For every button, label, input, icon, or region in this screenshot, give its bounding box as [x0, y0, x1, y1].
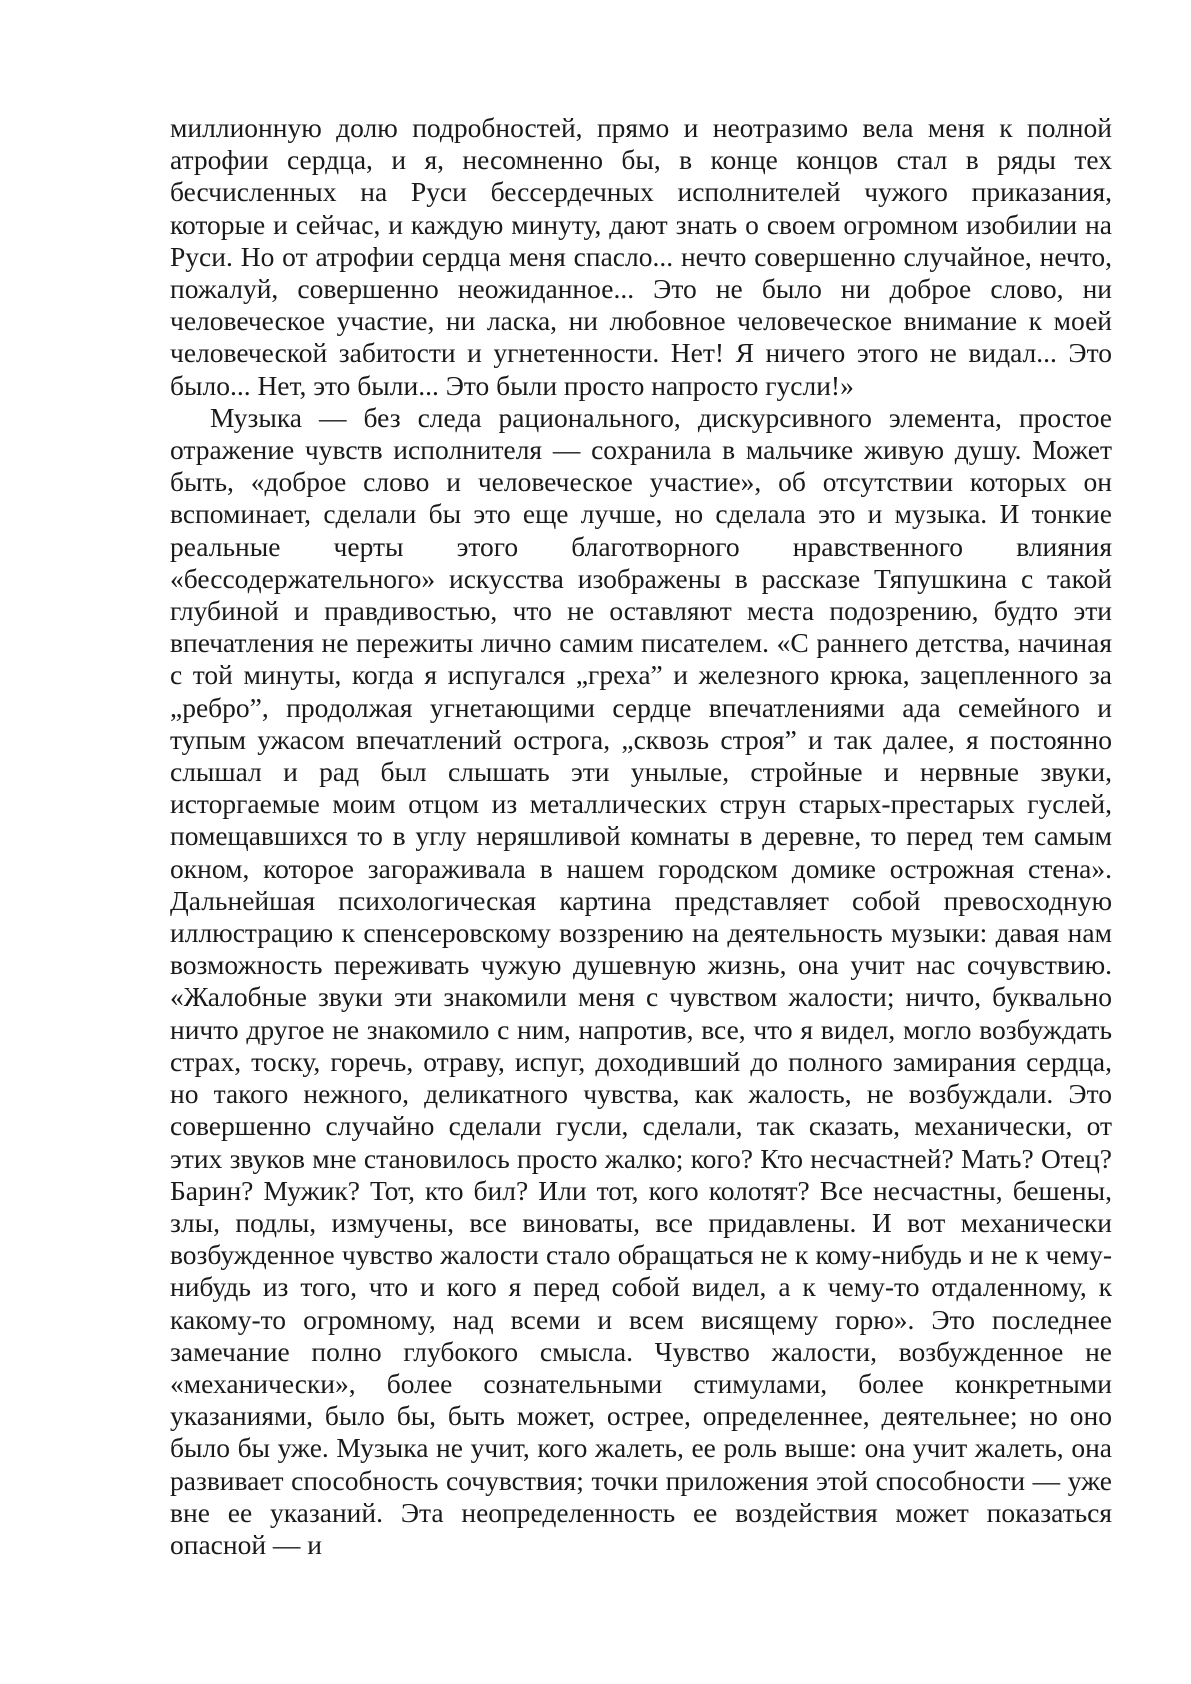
paragraph-music: Музыка — без следа рационального, дискурсивного элемента, простое отражение чувств исполнителя — сохранила в мальчике живую душу. Может быть, «доброе слово и человеческое участие», об отсутствии которых он вспоминает, сделали бы это еще лучше, но сделала это и музыка. И тонкие реальные черты этого благотворного нравственного влияния «бессодержательного» искусства изображены в рассказе Тяпушкина с такой глубиной и правдивостью, что не оставляют места подозрению, будто эти впечатления не пережиты лично самим писателем. «С раннего детства, начиная с той минуты, когда я испугался „греха” и железного крюка, зацепленного за „ребро”, продолжая угнетающими сердце впечатлениями ада семейного и тупым ужасом впечатлений острога, „сквозь строя” и так далее, я постоянно слышал и рад был слышать эти унылые, стройные и нервные звуки, исторгаемые моим отцом из металлических струн старых-престарых гуслей, помещавшихся то в углу неряшливой комнаты в деревне, то перед тем самым окном, которое загораживала в нашем городском домике острожная стена». Дальнейшая психологическая картина представляет собой превосходную иллюстрацию к спенсеровскому воззрению на деятельность музыки: давая нам возможность переживать чужую душевную жизнь, она учит нас сочувствию. «Жалобные звуки эти знакомили меня с чувством жалости; ничто, буквально ничто другое не знакомило с ним, напротив, все, что я видел, могло возбуждать страх, тоску, горечь, отраву, испуг, доходивший до полного замирания сердца, но такого нежного, деликатного чувства, как жалость, не возбуждали. Это совершенно случайно сделали гусли, сделали, так сказать, механически, от этих звуков мне становилось просто жалко; кого? Кто несчастней? Мать? Отец? Барин? Мужик? Тот, кто бил? Или тот, кого колотят? Все несчастны, бешены, злы, подлы, измучены, все виноваты, все придавлены. И вот механически возбужденное чувство жалости стало обращаться не к кому-нибудь и не к чему-нибудь из того, что и кого я перед собой видел, а к чему-то отдаленному, к какому-то огромному, над всеми и всем висящему горю». Это последнее замечание полно глубокого смысла. Чувство жалости, возбужденное не «механически», более сознательными стимулами, более конкретными указаниями, было бы, быть может, острее, определеннее, деятельнее; но оно было бы уже. Музыка не учит, кого жалеть, ее роль выше: она учит жалеть, она развивает способность сочувствия; точки приложения этой способности — уже вне ее указаний. Эта неопределенность ее воздействия может показаться опасной — и [170, 401, 1112, 1560]
document-text-body [170, 112, 1112, 1561]
paragraph-continuation: миллионную долю подробностей, прямо и неотразимо вела меня к полной атрофии сердца, и я, несомненно бы, в конце концов стал в ряды тех бесчисленных на Руси бессердечных исполнителей чужого приказания, которые и сейчас, и каждую минуту, дают знать о своем огромном изобилии на Руси. Но от атрофии сердца меня спасло... нечто совершенно случайное, нечто, пожалуй, совершенно неожиданное... Это не было ни доброе слово, ни человеческое участие, ни ласка, ни любовное человеческое внимание к моей человеческой забитости и угнетенности. Нет! Я ничего этого не видал... Это было... Нет, это были... Это были просто напросто гусли!» [170, 112, 1112, 401]
